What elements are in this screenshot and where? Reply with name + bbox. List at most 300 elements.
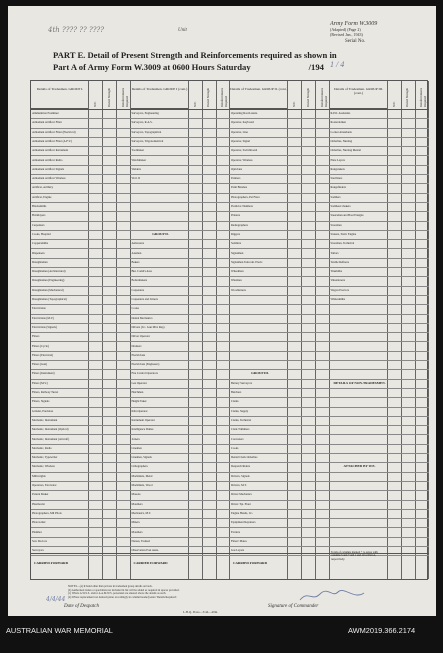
trade-label: Axemen [131,250,142,255]
trade-label [331,361,389,363]
table-row [330,501,430,510]
table-row [131,138,231,147]
serial-label: Serial No. [345,39,366,44]
table-row [230,333,330,342]
table-row [31,250,131,259]
table-row [330,259,430,268]
table-row [131,519,231,528]
table-row [230,482,330,491]
trade-label [331,436,389,438]
trade-label: Kiln Operator [131,408,148,413]
trade-label: Intelligence Duties [131,427,154,432]
trade-label: Artificer, Engine [32,194,52,199]
table-row [330,305,430,314]
note-a: NOTES—(a) R hand other than private in tradesmen group details on back. [68,585,153,588]
table-row [31,398,131,407]
table-row [31,463,131,472]
trade-label: Photographers, Pet Fixer [231,194,260,199]
trade-label [331,510,389,512]
table-row [230,110,330,119]
trade-label: Operator, Signal [231,138,250,143]
trade-label: Photowriter [32,520,46,525]
trade-label: Welders [131,166,141,171]
trade-label: Fitters' Mates [231,538,247,543]
trade-label [331,343,389,345]
press-mark: L.H.Q. Press—3/44—40m. [183,610,218,614]
table-row [230,315,330,324]
trade-label [231,324,289,326]
table-row [31,436,131,445]
trade-label: Mechanics, M.T. [131,510,152,515]
table-row [131,417,231,426]
table-row [230,454,330,463]
trade-label: Photographers, Mil Pilots [32,510,62,515]
trade-label [231,343,289,345]
trade-label: Driver Mechanics [231,492,252,497]
table-row [131,184,231,193]
table-row [31,184,131,193]
table-row [131,529,231,538]
trade-label: Rangefinders [330,185,346,190]
subcolumn-header: Posted Strength [106,88,111,107]
table-row [31,147,131,156]
trade-label: Fitters (M.V.) [32,380,48,385]
trade-label [331,501,389,503]
trade-label [331,473,389,475]
table-row [31,547,131,556]
trade-label: Mechanic, Instrument [32,417,58,422]
table-row [230,361,330,370]
trade-label: Hatchmen [131,390,144,394]
trade-label: Woodturners [231,287,246,292]
trade-label: Electricians (Engineers) [131,362,160,367]
trade-label: Paint Brushes [231,185,247,190]
table-row [330,398,430,407]
table-row [31,538,131,547]
table-row [230,119,330,128]
table-row [131,398,231,407]
table-row [131,110,231,119]
trade-label: Draughtsmen (Topographical) [32,297,67,301]
form-line-2: (Revised Jan., 1943) [330,32,363,37]
title-line-1: PART E. Detail of Present Strength and Reinforcements required as shown in [53,50,337,60]
trade-label: Observation Post Assts. [131,548,159,553]
trade-label: Millwrights [32,473,46,478]
trade-label: Grinder, Precision [32,408,54,413]
subcolumn-header: Reinforcements Required [419,88,428,107]
trade-label [231,296,289,298]
table-row [330,473,430,482]
table-row [330,454,430,463]
table-row [330,287,430,296]
table-row [230,324,330,333]
trade-label: Butchers [231,390,242,394]
table-row [330,157,430,166]
table-row [31,454,131,463]
table-row [131,343,231,352]
table-row [230,277,330,286]
table-row [31,110,131,119]
trade-label: Tailors [330,250,339,255]
subcolumn-header: Posted Strength [305,88,310,107]
table-row [131,240,231,249]
table-row [131,212,231,221]
trade-label: Miners [131,520,140,525]
table-row [230,296,330,305]
table-row [131,222,231,231]
table-row [131,436,231,445]
trade-label: GROUP II. [152,231,169,236]
trade-label: Driver Operator [131,334,151,339]
trade-label: Storemen, Technical [330,241,355,246]
trade-label: Despatch Riders [231,464,251,469]
trade-label: Electricians (Signals) [32,324,57,329]
strength-table [30,80,428,580]
trade-label: Riggers [231,231,240,236]
subcolumn-header: Reinforcements Required [319,88,328,107]
trade-label: Concreters [231,436,244,441]
trade-label: Saddlers [330,194,341,199]
trade-label: Armament Artificer Fitter (Electrical) [32,129,76,134]
table-row [31,315,131,324]
trade-label: Wheelmen [231,269,244,274]
trade-label: Armament Artificer Instrument [32,148,69,153]
note-b: (b) Authorised trades or specialists not included in list will be added as required in spaces provided. [68,588,180,592]
column-header-group-4: Details of Tradesmen. GROUP III. (cont.) [330,81,388,109]
trade-label: Fitters (Cycle) [32,343,49,348]
table-row [230,519,330,528]
table-row [330,268,430,277]
trade-label: Moulders [131,501,143,506]
trade-label: Clerks [231,399,239,404]
trade-label: Bkr. Comd's Asst. [131,269,153,274]
trade-label: Toolmaker [131,148,144,153]
trade-label: Opticians [231,166,243,171]
trade-label: Cooks [131,306,139,311]
table-row [31,240,131,249]
trade-label: Pattern Maker [32,492,49,497]
trade-label: Nurses, Trained [131,538,150,543]
form-line-1: (Adapted) (Page 2) [330,27,361,32]
table-row [230,250,330,259]
table-row [131,333,231,342]
table-row [31,212,131,221]
table-row [131,175,231,184]
table-row [230,445,330,454]
table-row [31,175,131,184]
trade-label: Whitesmiths [330,297,346,301]
table-row [330,194,430,203]
trade-label: Coppersmiths [32,241,49,246]
table-row [31,343,131,352]
trade-label [331,324,389,326]
trade-label: Mechanic, Wireless [32,464,55,469]
table-row [131,296,231,305]
table-row [131,119,231,128]
trade-label: Armament Artificer Signals [32,166,65,171]
table-row [330,436,430,445]
table-row [31,138,131,147]
table-row [330,370,430,379]
trade-label: Boilermakers [131,278,148,283]
note-c: (c) Whole A.W.S.S. and/or A.A.M.W.S. personnel are entered above the details as such. [68,592,167,596]
trade-label: Artificer, Artillery [32,185,54,190]
table-row [31,333,131,342]
archive-caption-left: AUSTRALIAN WAR MEMORIAL [6,626,113,635]
trade-label: DETAILS OF NON-TRADESMEN. [333,380,386,385]
table-row [330,184,430,193]
trade-label: Clerk Trimmers [231,427,250,432]
table-row [230,222,330,231]
table-row [230,157,330,166]
table-row [31,426,131,435]
table-row [330,482,430,491]
table-row [131,445,231,454]
table-row [31,296,131,305]
table-row [131,454,231,463]
trade-label: Drivers (I.C. Gun Mtd. Rep) [131,324,165,329]
table-row [330,426,430,435]
trade-label: Operators, Excavator [32,483,57,487]
table-row [31,157,131,166]
table-row [330,129,430,138]
trade-label: Fitters (Gun) [32,362,48,367]
table-row [31,380,131,389]
column-header-group-2: Details of Tradesmen. GROUP I (cont.) [131,81,189,109]
table-row [330,324,430,333]
trade-label: Engine Hands, I.C. [231,510,254,515]
trade-label: Surveyors, Trigonometrical [131,138,164,143]
trade-label: Radiographers [231,222,248,227]
table-row [230,212,330,221]
trade-label: Sterilizers [330,176,343,181]
trade-label: Dental Mechanics [131,315,153,320]
table-row [230,287,330,296]
table-row [230,370,330,379]
table-row [330,212,430,221]
trade-label: Carpenters [32,222,45,227]
table-row [31,129,131,138]
trade-label: Storemen [330,222,342,227]
trade-label [331,547,389,549]
trade-label: Fitters, Railway Turret [32,390,59,394]
table-row [330,240,430,249]
table-row [131,482,231,491]
subcolumn-header: W.E. [93,101,97,107]
table-row [330,277,430,286]
table-row [230,147,330,156]
trade-label [331,482,389,484]
trade-label: Painters [231,176,241,181]
table-row [31,277,131,286]
trade-label: Fitters (Instrument) [32,371,55,376]
table-row [330,110,430,119]
table-row [230,473,330,482]
table-row [131,510,231,519]
table-row [330,166,430,175]
trade-label: GROUP III. [251,371,269,376]
table-row [230,463,330,472]
table-row [230,343,330,352]
table-row [230,380,330,389]
trade-label: Pharmacist [32,501,45,506]
trade-label: Instrument Operator [131,417,156,422]
table-row [330,361,430,370]
trade-label: Draughtsmen (Mechanical) [32,287,64,292]
table-row [31,510,131,519]
table-row [31,491,131,500]
table-row [230,510,330,519]
trade-label: Armament Artificer Radio [32,157,63,162]
trade-label: Ammunition Examiner [32,111,59,115]
trade-label: Linemen [131,445,142,450]
table-row [230,352,330,361]
trade-label [231,333,289,335]
table-row [230,129,330,138]
trade-label: Dispensers [32,250,45,255]
table-row [31,222,131,231]
table-row [330,491,430,500]
trade-label [331,398,389,400]
trade-label: Cooks [231,445,239,450]
trade-label: Electricians (M.V.) [32,315,55,320]
trade-label: Fire Control Operators [131,371,158,376]
handwritten-unit: 4th ???? ?? ???? [48,26,104,34]
trade-label: Driver Tpt. Plant [231,501,251,506]
table-row [131,147,231,156]
table-row [230,268,330,277]
trade-label: Lithographers [131,464,148,469]
trade-label [132,212,190,214]
trade-label: Operator, Line [231,129,248,134]
table-row [330,352,430,361]
table-row [31,119,131,128]
table-row [330,315,430,324]
table-row [31,370,131,379]
table-row [131,473,231,482]
table-row [230,491,330,500]
table-row [131,380,231,389]
table-row [230,426,330,435]
trade-label: Surveyors [32,548,44,553]
trade-label [331,389,389,391]
trade-label: Wagon Erectors [330,287,349,292]
trade-label: Predictor Numbers [231,204,253,208]
table-row [230,259,330,268]
table-row [330,147,430,156]
table-row [131,370,231,379]
trade-label [331,538,389,540]
table-row [330,519,430,528]
table-row [131,352,231,361]
form-identifier [330,22,377,44]
trade-label [331,315,389,317]
trade-label [231,361,289,363]
column-header-group-3: Details of Tradesmen. GROUP II. (cont.) [230,81,288,109]
table-row [330,175,430,184]
trade-label: Mechanic, Instrument (Aircraft) [32,436,70,441]
handwritten-date: 1 / 4 [330,60,345,69]
trade-label: Clerks, Supply [231,408,249,413]
table-row [131,268,231,277]
trade-label [331,352,389,354]
trade-label [231,305,289,307]
trade-label: Bricklayers [32,213,46,218]
trade-label: Bakers [131,259,140,264]
trade-label: Printers [231,213,240,218]
trade-label: Operator, Wireless [231,157,253,162]
subcolumn-header: Posted Strength [405,88,410,107]
trade-label: Electricians [131,352,146,357]
trade-label: Electricians [32,306,46,311]
table-row [131,463,231,472]
subcolumn-header: Reinforcements Required [220,88,229,107]
table-row [131,361,231,370]
date-of-despatch-label: Date of Despatch [64,604,99,609]
trade-label: Tinsmiths [330,269,342,274]
subcolumn-header: Posted Strength [206,88,211,107]
table-row [131,491,231,500]
trade-label [331,305,389,307]
trade-label: Fitters (Electrical) [32,352,54,357]
trade-label [132,184,190,186]
trade-label: Cooks, Hospital [32,231,51,236]
table-row [31,501,131,510]
trade-label: Saddlerer makers [330,204,351,208]
table-row [131,538,231,547]
trade-label: Plate Layers [330,157,345,162]
table-row [31,352,131,361]
signature-scribble [298,588,368,604]
table-row [330,119,430,128]
title-line-2 [53,62,413,72]
trade-label: Battery Surveyors [231,380,252,385]
trade-label: Joiners [131,436,140,441]
table-row [230,398,330,407]
table-row [330,333,430,342]
trade-label: Steersmen and Boat Ensigns [330,213,364,218]
trade-label: Armament Artificer Fitter (A.F.V.) [32,138,72,143]
trade-label: Gas Operator [131,380,147,385]
trade-label: Surveyors, R.A.S. [131,120,153,125]
trade-label: Machinists, Wood [131,483,153,487]
table-row [131,250,231,259]
trade-label: Linemen, Signals [131,455,152,460]
table-row [330,510,430,519]
trade-label: R.P.O. Assistants [330,111,351,115]
table-row [31,417,131,426]
table-row [31,268,131,277]
table-row [131,203,231,212]
table-row [31,287,131,296]
table-row [330,380,430,389]
trade-label: Blacksmiths [32,204,47,208]
column-header-group-1: Details of Tradesmen. GROUP I. [31,81,89,109]
trade-label: Carpenters and Joiners [131,297,158,301]
trade-label: Operator, Switchboard [231,148,258,153]
trade-label: Saddlers [231,241,241,246]
trade-label: Draughtsmen (Engineering) [32,278,65,283]
trade-label: Locker Attendants [330,129,352,134]
table-row [230,501,330,510]
trade-label [132,203,190,205]
trade-label [231,352,289,354]
trade-label: Fitters [32,334,40,339]
table-row [131,408,231,417]
table-row [230,240,330,249]
trade-label: Farriers [231,529,240,534]
trade-label: Mechanic, Radio [32,445,52,450]
